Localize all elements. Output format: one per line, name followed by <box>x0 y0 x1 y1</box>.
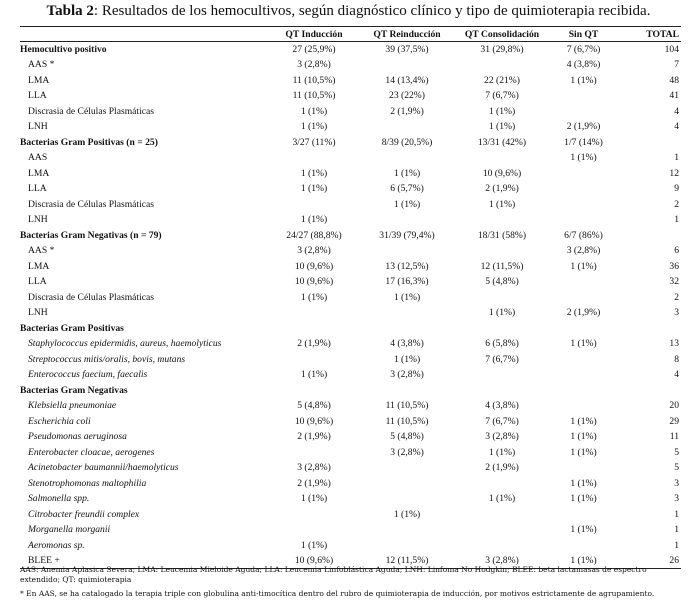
qt-induccion-cell: 3/27 (11%) <box>292 136 336 148</box>
total-cell <box>617 228 681 244</box>
row-label: Discrasia de Células Plasmáticas <box>28 291 155 303</box>
header-cell-label <box>20 27 268 42</box>
qt-consolidacion-cell: 1 (1%) <box>488 493 516 505</box>
sin-qt-cell <box>550 166 617 182</box>
sin-qt-cell: 2 (1,9%) <box>566 307 601 319</box>
total-cell: 13 <box>669 338 679 350</box>
row-label: Enterococcus faecium, faecalis <box>28 369 148 381</box>
total-cell: 29 <box>669 415 679 427</box>
table-row <box>20 212 681 228</box>
qt-reinduccion-cell <box>360 150 454 166</box>
sin-qt-cell: 1 (1%) <box>570 431 597 443</box>
qt-reinduccion-cell: 1 (1%) <box>393 167 421 179</box>
sin-qt-cell: 1/7 (14%) <box>564 136 603 148</box>
row-label: Discrasia de Células Plasmáticas <box>28 198 155 210</box>
row-label: LNH <box>28 307 48 319</box>
table-header <box>20 27 681 42</box>
sin-qt-cell <box>550 181 617 197</box>
qt-consolidacion-cell: 1 (1%) <box>488 446 516 458</box>
sin-qt-cell: 1 (1%) <box>570 260 597 272</box>
qt-reinduccion-cell: 13 (12,5%) <box>385 260 429 272</box>
total-cell: 5 <box>674 462 679 474</box>
table-row <box>20 73 681 89</box>
sin-qt-cell: 1 (1%) <box>550 553 617 569</box>
qt-reinduccion-cell: 8/39 (20,5%) <box>381 136 433 148</box>
total-cell: 104 <box>664 44 679 55</box>
qt-consolidacion-cell: 18/31 (58%) <box>477 229 527 241</box>
table-row <box>20 181 681 197</box>
qt-consolidacion-cell: 2 (1,9%) <box>485 462 519 474</box>
table-row <box>20 336 681 352</box>
total-cell: 3 <box>674 493 679 505</box>
table-row <box>20 150 681 166</box>
sin-qt-cell <box>550 367 617 383</box>
qt-reinduccion-cell: 31/39 (79,4%) <box>379 229 435 241</box>
qt-induccion-cell: 3 (2,8%) <box>297 462 331 474</box>
qt-consolidacion-cell <box>454 243 550 259</box>
qt-reinduccion-cell <box>360 522 454 538</box>
row-label: LMA <box>28 260 50 272</box>
qt-reinduccion-cell: 6 (5,7%) <box>390 183 424 195</box>
sin-qt-cell <box>550 104 617 120</box>
abbreviations-note: AAS: Anemia Aplasica Severa; LMA: Leucemia Mieloide Aguda; LLA: Leucemia Linfoblástica Aguda; LNH: Linfoma No Hodgkin; BLEE: beta lactamasas de espectro extendido; QT: quimioterapia <box>20 565 647 584</box>
qt-reinduccion-cell <box>360 538 454 554</box>
header-cell-sin-qt: Sin QT <box>550 27 617 42</box>
qt-consolidacion-cell: 13/31 (42%) <box>477 136 527 148</box>
table-row <box>20 429 681 445</box>
qt-consolidacion-cell <box>454 507 550 523</box>
qt-induccion-cell: 10 (9,6%) <box>268 553 360 569</box>
total-cell: 1 <box>674 524 679 536</box>
header-row <box>20 27 681 42</box>
qt-reinduccion-cell <box>360 212 454 228</box>
section-row <box>20 321 681 337</box>
table-row <box>20 522 681 538</box>
total-cell: 4 <box>674 369 679 381</box>
section-row <box>20 42 681 58</box>
row-label: LMA <box>28 167 50 179</box>
row-label: Hemocultivo positivo <box>20 44 107 55</box>
table-title <box>0 2 697 20</box>
qt-consolidacion-cell <box>454 321 550 337</box>
sin-qt-cell <box>550 197 617 213</box>
header-cell-total: TOTAL <box>617 27 681 42</box>
qt-consolidacion-cell: 3 (2,8%) <box>485 431 519 443</box>
qt-consolidacion-cell <box>454 476 550 492</box>
row-label: Acinetobacter baumannii/haemolyticus <box>28 462 179 474</box>
qt-consolidacion-cell: 1 (1%) <box>488 121 516 133</box>
qt-reinduccion-cell: 3 (2,8%) <box>390 369 424 381</box>
table-row <box>20 166 681 182</box>
qt-reinduccion-cell: 11 (10,5%) <box>385 415 429 427</box>
qt-reinduccion-cell: 3 (2,8%) <box>390 446 424 458</box>
total-cell: 11 <box>669 431 679 443</box>
qt-reinduccion-cell: 1 (1%) <box>393 508 421 520</box>
qt-reinduccion-cell <box>360 476 454 492</box>
row-label: BLEE + <box>20 553 268 569</box>
qt-induccion-cell: 24/27 (88,8%) <box>286 229 342 241</box>
total-cell: 1 <box>674 539 679 551</box>
table-row <box>20 367 681 383</box>
row-label: Citrobacter freundii complex <box>28 508 140 520</box>
qt-induccion-cell: 10 (9,6%) <box>294 415 334 427</box>
row-label: LMA <box>28 74 50 86</box>
table-row <box>20 460 681 476</box>
total-cell: 3 <box>674 307 679 319</box>
header-cell-qt-reinduccion: QT Reinducción <box>360 27 454 42</box>
sin-qt-cell <box>550 212 617 228</box>
row-label: Streptococcus mitis/oralis, bovis, mutans <box>28 353 186 365</box>
qt-consolidacion-cell <box>454 290 550 306</box>
section-row <box>20 383 681 399</box>
qt-reinduccion-cell: 11 (10,5%) <box>385 400 429 412</box>
sin-qt-cell <box>550 507 617 523</box>
total-cell: 1 <box>674 214 679 226</box>
table-title-text: : Resultados de los hemocultivos, según diagnóstico clínico y tipo de quimioterapia recibida. <box>93 3 651 19</box>
table-row <box>20 274 681 290</box>
sin-qt-cell: 1 (1%) <box>570 74 597 86</box>
sin-qt-cell: 1 (1%) <box>570 415 597 427</box>
qt-reinduccion-cell: 39 (37,5%) <box>385 44 429 55</box>
qt-induccion-cell <box>268 305 360 321</box>
row-label: LNH <box>28 121 48 133</box>
qt-reinduccion-cell: 1 (1%) <box>393 198 421 210</box>
total-cell: 9 <box>674 183 679 195</box>
sin-qt-cell <box>550 538 617 554</box>
qt-reinduccion-cell <box>360 57 454 73</box>
row-label: Discrasia de Células Plasmáticas <box>28 105 155 117</box>
table-row <box>20 507 681 523</box>
qt-induccion-cell: 3 (2,8%) <box>297 59 331 71</box>
qt-consolidacion-cell: 22 (21%) <box>484 74 520 86</box>
row-label: Salmonella spp. <box>28 493 90 505</box>
qt-consolidacion-cell: 3 (2,8%) <box>454 553 550 569</box>
qt-consolidacion-cell <box>454 367 550 383</box>
qt-consolidacion-cell <box>454 538 550 554</box>
section-row <box>20 228 681 244</box>
qt-reinduccion-cell <box>360 305 454 321</box>
qt-consolidacion-cell: 1 (1%) <box>488 307 516 319</box>
total-cell: 48 <box>669 74 679 86</box>
table-body <box>20 42 681 569</box>
row-label: Staphylococcus epidermidis, aureus, haemolyticus <box>28 338 222 350</box>
qt-induccion-cell: 1 (1%) <box>300 493 328 505</box>
sin-qt-cell: 1 (1%) <box>570 152 597 164</box>
row-label: LNH <box>28 214 48 226</box>
table-row <box>20 445 681 461</box>
qt-reinduccion-cell: 12 (11,5%) <box>360 553 454 569</box>
table-title-prefix: Tabla 2 <box>46 3 94 19</box>
qt-consolidacion-cell: 12 (11,5%) <box>480 260 524 272</box>
qt-induccion-cell <box>268 352 360 368</box>
qt-reinduccion-cell: 5 (4,8%) <box>390 431 424 443</box>
sin-qt-cell: 1 (1%) <box>570 446 597 458</box>
qt-induccion-cell: 11 (10,5%) <box>292 90 336 102</box>
total-cell: 41 <box>669 90 679 102</box>
table-row <box>20 398 681 414</box>
table-row <box>20 88 681 104</box>
qt-induccion-cell: 10 (9,6%) <box>294 260 334 272</box>
table-row <box>20 491 681 507</box>
header-cell-qt-consolidacion: QT Consolidación <box>454 27 550 42</box>
sin-qt-cell <box>550 383 617 399</box>
table-row <box>20 305 681 321</box>
qt-consolidacion-cell: 7 (6,7%) <box>485 90 519 102</box>
sin-qt-cell: 1 (1%) <box>570 493 597 505</box>
total-cell: 7 <box>674 59 679 71</box>
qt-induccion-cell: 10 (9,6%) <box>294 276 334 288</box>
row-label: AAS * <box>28 59 55 71</box>
sin-qt-cell <box>550 274 617 290</box>
sin-qt-cell: 6/7 (86%) <box>564 229 603 241</box>
qt-consolidacion-cell <box>454 522 550 538</box>
qt-induccion-cell: 27 (25,9%) <box>292 44 336 55</box>
sin-qt-cell: 1 (1%) <box>570 477 597 489</box>
row-label: Escherichia coli <box>28 415 91 427</box>
sin-qt-cell: 7 (6,7%) <box>566 44 601 55</box>
table-row <box>20 104 681 120</box>
qt-induccion-cell: 2 (1,9%) <box>297 431 331 443</box>
qt-induccion-cell: 1 (1%) <box>300 369 328 381</box>
table-row <box>20 290 681 306</box>
table-row <box>20 243 681 259</box>
row-label: Morganella morganii <box>28 524 111 536</box>
qt-consolidacion-cell: 1 (1%) <box>488 198 516 210</box>
row-label: Enterobacter cloacae, aerogenes <box>28 446 155 458</box>
qt-consolidacion-cell <box>454 212 550 228</box>
sin-qt-cell: 1 (1%) <box>570 524 597 536</box>
qt-consolidacion-cell: 7 (6,7%) <box>485 353 519 365</box>
qt-reinduccion-cell <box>360 383 454 399</box>
qt-consolidacion-cell: 2 (1,9%) <box>485 183 519 195</box>
qt-induccion-cell <box>268 507 360 523</box>
qt-induccion-cell: 1 (1%) <box>300 183 328 195</box>
header-cell-qt-induccion: QT Inducción <box>268 27 360 42</box>
row-label: Bacterias Gram Negativas <box>20 384 128 396</box>
table-notes <box>20 565 681 599</box>
qt-induccion-cell: 1 (1%) <box>300 121 328 133</box>
qt-induccion-cell <box>268 321 360 337</box>
qt-consolidacion-cell <box>454 57 550 73</box>
footnote: * En AAS, se ha catalogado la terapia triple con globulina anti-timocítica dentro del rubro de quimioterapia de inducción, por motivos estrictamente de agrupamiento. <box>20 589 655 598</box>
sin-qt-cell <box>550 352 617 368</box>
row-label: Pseudomonas aeruginosa <box>28 431 127 443</box>
qt-reinduccion-cell <box>360 491 454 507</box>
qt-induccion-cell: 3 (2,8%) <box>297 245 331 257</box>
row-label: Bacterias Gram Negativas (n = 79) <box>20 229 162 241</box>
qt-consolidacion-cell: 10 (9,6%) <box>482 167 522 179</box>
total-cell <box>617 135 681 151</box>
qt-induccion-cell <box>268 445 360 461</box>
row-label: LLA <box>28 276 47 288</box>
total-cell: 4 <box>674 121 679 133</box>
sin-qt-cell: 4 (3,8%) <box>566 59 601 71</box>
total-cell <box>617 383 681 399</box>
sin-qt-cell <box>550 88 617 104</box>
table-row <box>20 352 681 368</box>
row-label: Bacterias Gram Positivas (n = 25) <box>20 136 158 148</box>
row-label: Stenotrophomonas maltophilia <box>28 477 147 489</box>
qt-induccion-cell <box>268 150 360 166</box>
total-cell: 5 <box>674 446 679 458</box>
sin-qt-cell <box>550 290 617 306</box>
qt-induccion-cell: 1 (1%) <box>300 167 328 179</box>
qt-reinduccion-cell: 1 (1%) <box>393 353 421 365</box>
qt-induccion-cell <box>268 383 360 399</box>
qt-consolidacion-cell: 5 (4,8%) <box>485 276 519 288</box>
total-cell: 1 <box>674 508 679 520</box>
total-cell: 26 <box>617 553 681 569</box>
row-label: LLA <box>28 90 47 102</box>
qt-reinduccion-cell <box>360 243 454 259</box>
qt-induccion-cell: 2 (1,9%) <box>297 477 331 489</box>
qt-reinduccion-cell: 23 (22%) <box>389 90 425 102</box>
total-cell: 3 <box>674 477 679 489</box>
total-cell: 4 <box>674 105 679 117</box>
qt-reinduccion-cell: 1 (1%) <box>393 291 421 303</box>
qt-induccion-cell: 2 (1,9%) <box>297 338 331 350</box>
sin-qt-cell: 3 (2,8%) <box>566 245 601 257</box>
total-cell: 36 <box>669 260 679 272</box>
qt-induccion-cell: 1 (1%) <box>300 105 328 117</box>
qt-induccion-cell: 11 (10,5%) <box>292 74 336 86</box>
row-label: Klebsiella pneumoniae <box>28 400 117 412</box>
total-cell <box>617 321 681 337</box>
qt-consolidacion-cell <box>454 383 550 399</box>
total-cell: 6 <box>674 245 679 257</box>
total-cell: 20 <box>669 400 679 412</box>
qt-consolidacion-cell: 4 (3,8%) <box>485 400 519 412</box>
table-row <box>20 197 681 213</box>
total-cell: 2 <box>674 291 679 303</box>
total-cell: 1 <box>674 152 679 164</box>
table-row <box>20 414 681 430</box>
table-row <box>20 538 681 554</box>
qt-consolidacion-cell: 6 (5,8%) <box>485 338 519 350</box>
qt-reinduccion-cell: 14 (13,4%) <box>385 74 429 86</box>
qt-induccion-cell <box>268 197 360 213</box>
qt-consolidacion-cell: 1 (1%) <box>488 105 516 117</box>
row-label: AAS <box>28 152 48 164</box>
qt-reinduccion-cell: 17 (16,3%) <box>385 276 429 288</box>
qt-reinduccion-cell <box>360 119 454 135</box>
sin-qt-cell: 1 (1%) <box>570 338 597 350</box>
qt-reinduccion-cell: 4 (3,8%) <box>390 338 424 350</box>
total-cell: 8 <box>674 353 679 365</box>
table-row <box>20 57 681 73</box>
qt-consolidacion-cell <box>454 150 550 166</box>
qt-induccion-cell: 1 (1%) <box>300 214 328 226</box>
qt-induccion-cell <box>268 522 360 538</box>
qt-induccion-cell: 1 (1%) <box>300 291 328 303</box>
qt-induccion-cell: 5 (4,8%) <box>297 400 331 412</box>
section-row <box>20 135 681 151</box>
row-label: Bacterias Gram Positivas <box>20 322 124 334</box>
table-row <box>20 259 681 275</box>
qt-induccion-cell: 1 (1%) <box>300 539 328 551</box>
qt-consolidacion-cell: 7 (6,7%) <box>485 415 519 427</box>
total-cell: 12 <box>669 167 679 179</box>
qt-reinduccion-cell: 2 (1,9%) <box>390 105 424 117</box>
row-label: LLA <box>28 183 47 195</box>
qt-consolidacion-cell: 31 (29,8%) <box>480 44 524 55</box>
sin-qt-cell <box>550 398 617 414</box>
sin-qt-cell: 2 (1,9%) <box>566 121 601 133</box>
results-table <box>20 26 681 569</box>
qt-reinduccion-cell <box>360 460 454 476</box>
sin-qt-cell <box>550 321 617 337</box>
total-cell: 2 <box>674 198 679 210</box>
row-label: AAS * <box>28 245 55 257</box>
total-cell: 32 <box>669 276 679 288</box>
table-row <box>20 476 681 492</box>
row-label: Aeromonas sp. <box>28 539 85 551</box>
sin-qt-cell <box>550 460 617 476</box>
table-row <box>20 119 681 135</box>
qt-reinduccion-cell <box>360 321 454 337</box>
